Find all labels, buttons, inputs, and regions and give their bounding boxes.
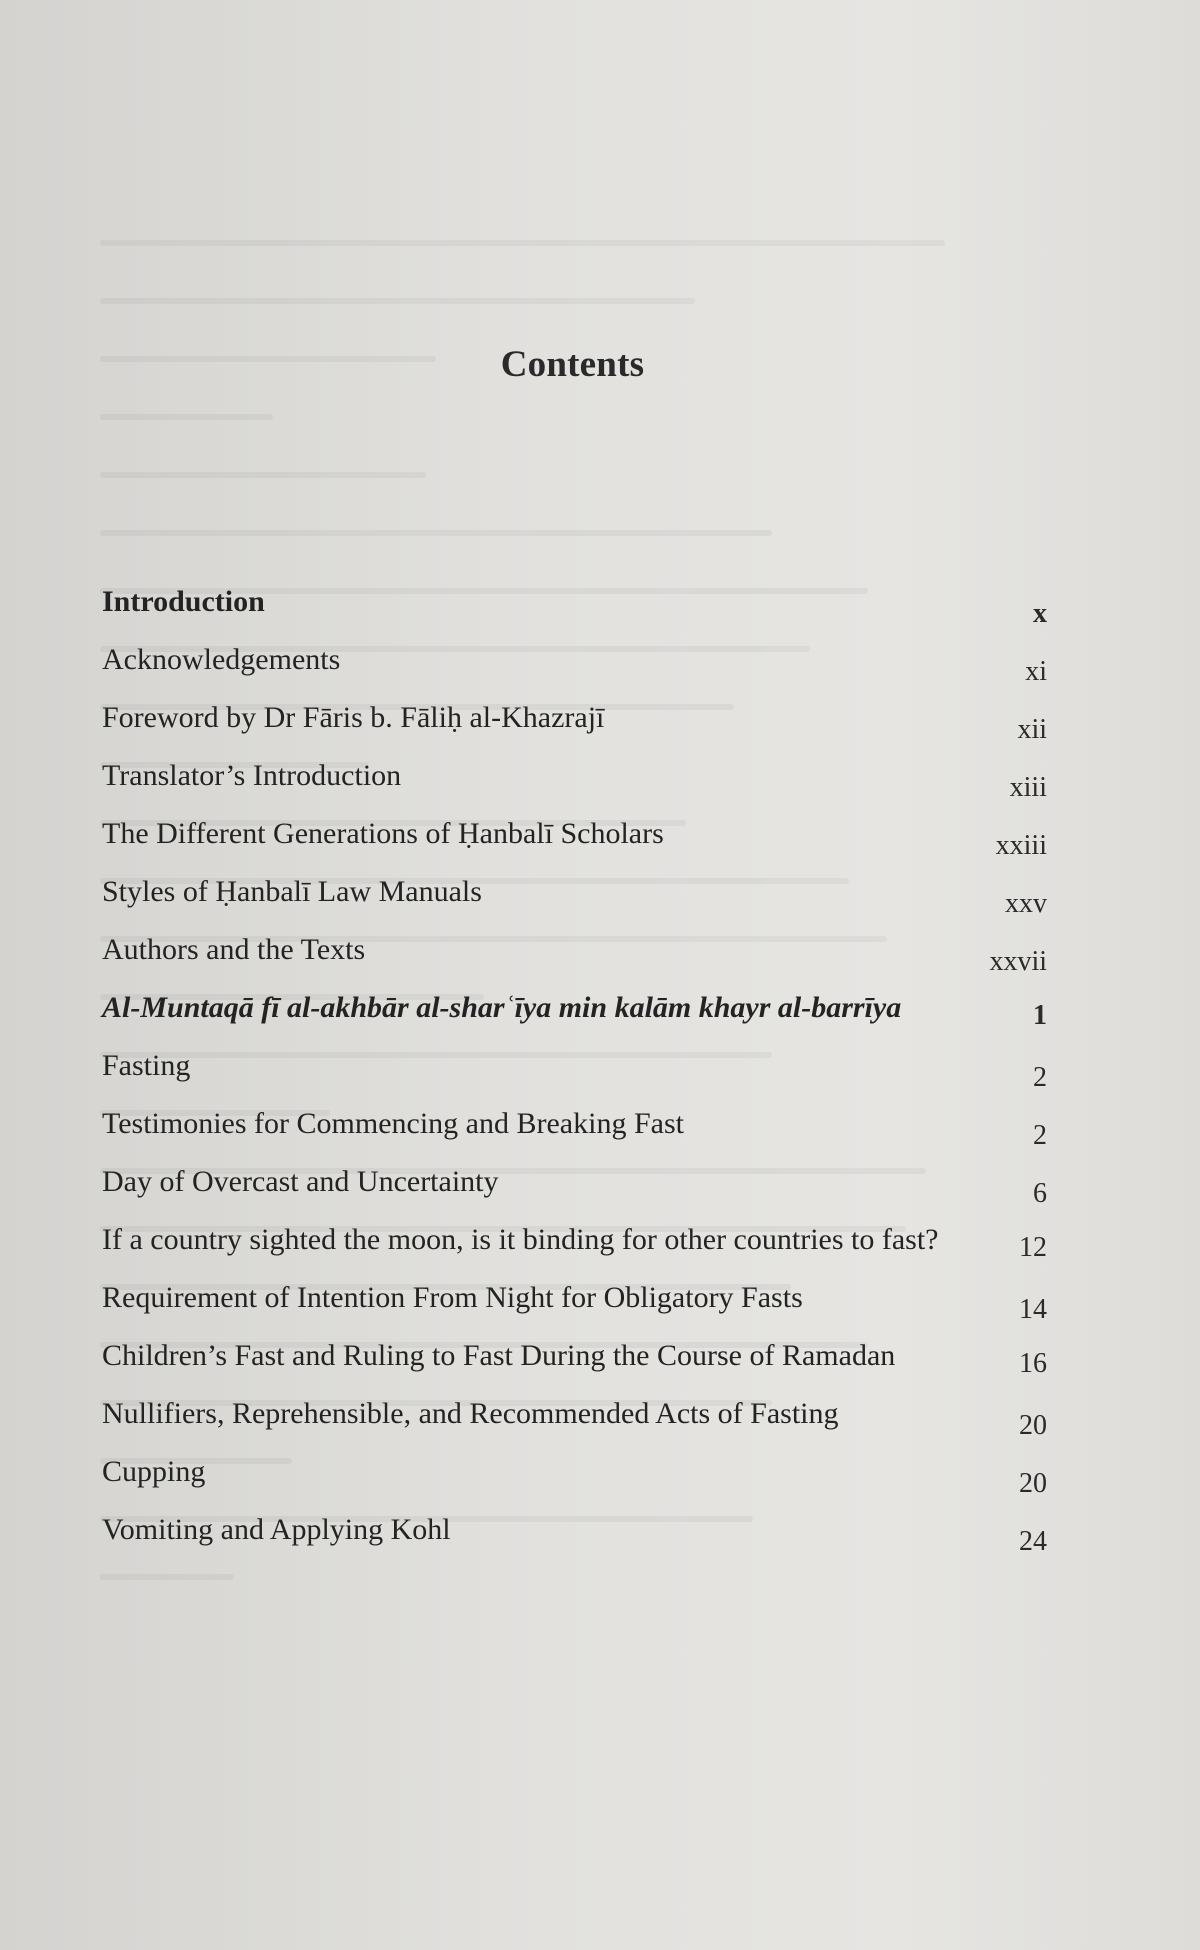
toc-entry-title: Day of Overcast and Uncertainty <box>102 1165 499 1198</box>
toc-entry-title: Testimonies for Commencing and Breaking Fast <box>102 1107 684 1140</box>
toc-entry-title: Authors and the Texts <box>102 933 366 966</box>
toc-entry-page: xi <box>1025 656 1047 687</box>
toc-entry <box>102 1336 1047 1379</box>
toc-entry <box>102 988 1047 1031</box>
toc-entry <box>102 698 1047 745</box>
toc-entry-title: Foreword by Dr Fāris b. Fāliḥ al-Khazrajī <box>102 701 605 734</box>
toc-entry-title: Cupping <box>102 1455 206 1488</box>
toc-entry-title: Acknowledgements <box>102 643 341 676</box>
toc-entry-page: 1 <box>1033 1000 1047 1031</box>
toc-entry <box>102 1278 1047 1325</box>
table-of-contents <box>102 582 1047 1568</box>
toc-entry-title: Fasting <box>102 1049 191 1082</box>
toc-entry-title: If a country sighted the moon, is it binding for other countries to fast? <box>102 1223 939 1256</box>
toc-entry <box>102 872 1047 919</box>
toc-entry <box>102 814 1047 861</box>
toc-entry <box>102 1220 1047 1263</box>
toc-entry <box>102 1510 1047 1557</box>
toc-entry-title: Nullifiers, Reprehensible, and Recommended Acts of Fasting <box>102 1397 839 1430</box>
toc-entry-page: xxv <box>1005 888 1047 919</box>
toc-entry-page: 12 <box>1019 1232 1047 1263</box>
toc-entry <box>102 930 1047 977</box>
toc-entry-title: Children’s Fast and Ruling to Fast During the Course of Ramadan <box>102 1339 896 1372</box>
toc-entry-page: x <box>1033 598 1047 629</box>
toc-entry-title: Al-Muntaqā fī al-akhbār al-sharʿīya min kalām khayr al-barrīya <box>102 991 902 1024</box>
page-title: Contents <box>500 343 645 385</box>
toc-entry <box>102 1046 1047 1093</box>
toc-entry-page: xii <box>1017 714 1047 745</box>
toc-entry-page: 6 <box>1033 1178 1047 1209</box>
toc-entry-title: Vomiting and Applying Kohl <box>102 1513 451 1546</box>
toc-entry-title: Introduction <box>102 585 265 618</box>
toc-entry-title: Translator’s Introduction <box>102 759 402 792</box>
toc-entry-page: 2 <box>1033 1062 1047 1093</box>
toc-entry-page: xiii <box>1009 772 1047 803</box>
toc-entry <box>102 640 1047 687</box>
toc-entry-title: Requirement of Intention From Night for Obligatory Fasts <box>102 1281 803 1314</box>
toc-entry-page: xxvii <box>989 946 1047 977</box>
toc-entry <box>102 582 1047 629</box>
toc-entry-page: 20 <box>1019 1468 1047 1499</box>
toc-entry-page: 16 <box>1019 1348 1047 1379</box>
toc-entry <box>102 1394 1047 1441</box>
toc-entry-page: xxiii <box>995 830 1047 861</box>
toc-entry-title: The Different Generations of Ḥanbalī Scholars <box>102 817 664 850</box>
toc-entry-page: 20 <box>1019 1410 1047 1441</box>
toc-entry-page: 24 <box>1019 1526 1047 1557</box>
toc-entry <box>102 756 1047 803</box>
toc-entry <box>102 1104 1047 1151</box>
toc-entry <box>102 1162 1047 1209</box>
toc-entry-page: 14 <box>1019 1294 1047 1325</box>
toc-entry-title: Styles of Ḥanbalī Law Manuals <box>102 875 482 908</box>
toc-entry <box>102 1452 1047 1499</box>
toc-entry-page: 2 <box>1033 1120 1047 1151</box>
